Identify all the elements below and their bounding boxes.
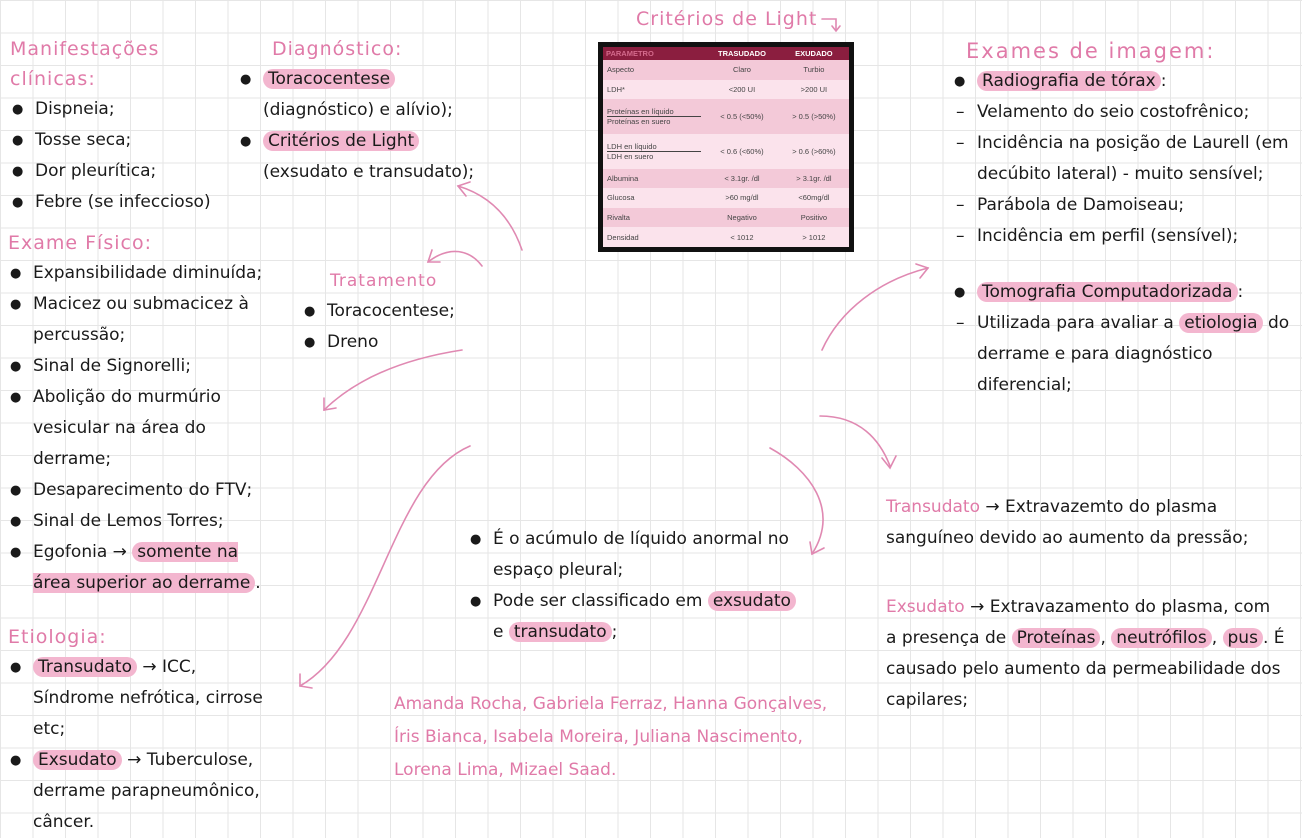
list-item: ● Dispneia; [10,94,230,125]
table-cell: < 0.6 (<60%) [705,134,779,169]
table-cell: Claro [705,60,779,80]
list-item-text: (diagnóstico) e alívio); [263,100,453,120]
arrow-to-tratamento [428,251,482,266]
exame-fisico-title: Exame Físico: [8,232,152,254]
list-item-text: Utilizada para avaliar a [977,313,1180,333]
list-item: ● É o acúmulo de líquido anormal no espaço pleural; [468,524,808,586]
list-item: – Incidência em perfil (sensível); [952,221,1294,252]
table-cell: < 1012 [705,227,779,247]
list-item-text: Egofonia → [33,542,133,562]
highlight: exsudato [708,591,796,611]
list-item: ● Abolição do murmúrio vesicular na área do derrame; [8,382,270,475]
arrow-to-transudato [820,416,890,466]
list-item: – Velamento do seio costofrênico; [952,97,1294,128]
table-cell: > 1012 [779,227,849,247]
diagnostico-title: Diagnóstico: [272,38,403,60]
list-item-text: e [493,622,509,642]
exames-imagem-title: Exames de imagem: [966,39,1216,63]
list-item: ● Febre (se infeccioso) [10,187,230,218]
highlight: Proteínas [1012,628,1101,648]
arrow-to-exame-fisico [324,350,462,410]
light-title: Critérios de Light [636,8,818,30]
list-item-text: ; [611,622,618,642]
list-item: ● Toracocentese; [302,296,452,327]
table-cell: > 0.5 (>50%) [779,99,849,134]
arrow-to-exames-imagem [822,268,928,350]
highlight: transudato [509,622,612,642]
highlight: Toracocentese [263,69,395,89]
list-item-text: (exsudato e transudato); [263,162,475,182]
arrow-head [300,674,312,688]
list-item-text: . [255,573,261,593]
transudato-text: → Extravazemto do plasma sanguíneo devido ao aumento da pressão; [886,497,1249,548]
manifestacoes-title: Manifestações clínicas: [10,38,160,90]
highlight: somente na área superior ao derrame [33,542,255,593]
list-item: ● Sinal de Lemos Torres; [8,506,270,537]
table-cell: LDH* [603,80,705,100]
table-cell: Aspecto [603,60,705,80]
highlight: Exsudato [33,750,122,770]
list-item: – Incidência na posição de Laurell (em decúbito lateral) - muito sensível; [952,128,1294,190]
highlight: Critérios de Light [263,131,419,151]
fraction-numerator: Proteínas en líquido [607,107,701,117]
list-item: – Parábola de Damoiseau; [952,190,1294,221]
authors: Amanda Rocha, Gabriela Ferraz, Hanna Gonçalves, Íris Bianca, Isabela Moreira, Juliana Nascimento, Lorena Lima, Mizael Saad. [394,694,828,780]
list-item-text: do derrame e para diagnóstico diferencial; [977,313,1290,395]
tratamento-title: Tratamento [330,271,438,291]
list-item: ● Macicez ou submacicez à percussão; [8,289,270,351]
table-cell: >60 mg/dl [705,188,779,208]
table-cell: Densidad [603,227,705,247]
arrow-to-definicao [770,448,823,554]
table-cell: < 3.1gr. /dl [705,169,779,189]
fraction-numerator: LDH en líquido [607,142,701,152]
table-cell: Albumina [603,169,705,189]
exsudato-text: , [1100,628,1112,648]
exsudato-text: → Extravazamento do plasma, com a presença de [886,597,1271,648]
table-header: TRASUDADO [705,47,779,60]
transudato-label: Transudato [886,497,980,517]
highlight: neutrófilos [1111,628,1211,648]
etiologia-title: Etiologia: [8,626,107,648]
list-item-text: : [1237,282,1244,302]
table-cell: < 0.5 (<50%) [705,99,779,134]
fraction-denominator: LDH en suero [607,151,654,161]
table-cell: > 0.6 (>60%) [779,134,849,169]
exsudato-text: , [1211,628,1223,648]
list-item: ● Expansibilidade diminuída; [8,258,270,289]
table-cell: <200 UI [705,80,779,100]
table-cell: <60mg/dl [779,188,849,208]
list-item: ● Dor pleurítica; [10,156,230,187]
table-cell: > 3.1gr. /dl [779,169,849,189]
table-cell: Glucosa [603,188,705,208]
exsudato-label: Exsudato [886,597,965,617]
exsudato-text: . É causado pelo aumento da permeabilidade dos capilares; [886,628,1285,710]
table-cell: Positivo [779,208,849,228]
table-cell: Rivalta [603,208,705,228]
highlight: Radiografia de tórax [977,71,1161,91]
list-item-text: → ICC, Síndrome nefrótica, cirrose etc; [33,657,263,739]
table-cell: >200 UI [779,80,849,100]
highlight: pus [1223,628,1263,648]
table-header: PARAMETRO [603,47,705,60]
list-item: ● Tosse seca; [10,125,230,156]
highlight: Tomografia Computadorizada [977,282,1238,302]
list-item: ● Desaparecimento do FTV; [8,475,270,506]
list-item-text: : [1160,71,1167,91]
arrow-to-etiologia [300,446,470,686]
list-item: ● Dreno [302,327,452,358]
list-item-text: → Tuberculose, derrame parapneumônico, câncer. [33,750,260,832]
list-item: ● Sinal de Signorelli; [8,351,270,382]
table-cell: Negativo [705,208,779,228]
highlight: etiologia [1179,313,1262,333]
table-cell: Turbio [779,60,849,80]
list-item-text: Pode ser classificado em [493,591,708,611]
table-header: EXUDADO [779,47,849,60]
highlight: Transudato [33,657,137,677]
fraction-denominator: Proteínas en suero [607,117,671,127]
arrow-to-diagnostico [458,186,522,250]
